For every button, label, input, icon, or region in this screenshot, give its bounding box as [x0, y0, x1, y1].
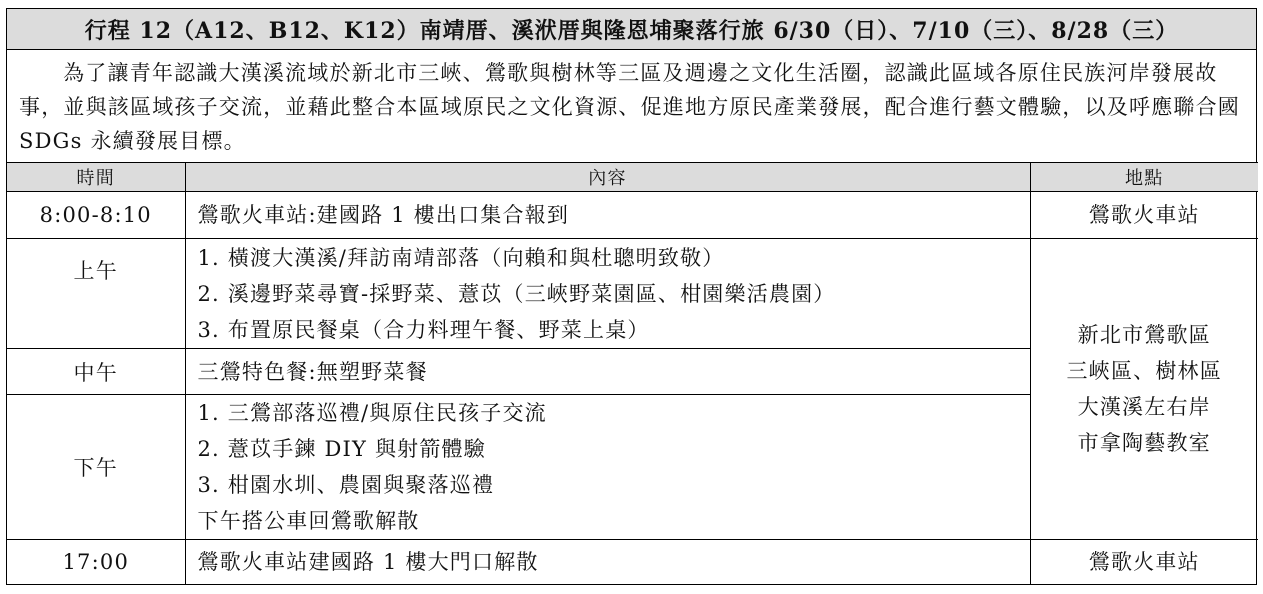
row-time: 17:00: [7, 540, 185, 584]
header-content: 內容: [185, 163, 1030, 192]
row-time: 上午: [7, 239, 185, 349]
place-line: 市拿陶藝教室: [1077, 431, 1211, 455]
content-line: 2. 薏苡手鍊 DIY 與射箭體驗: [197, 437, 486, 461]
content-line: 2. 溪邊野菜尋寶-採野菜、薏苡（三峽野菜園區、柑園樂活農園）: [197, 281, 836, 306]
content-line: 鶯歌火車站:建國路 1 樓出口集合報到: [197, 203, 570, 227]
content-line: 1. 三鶯部落巡禮/與原住民孩子交流: [197, 401, 547, 425]
row-time: 中午: [7, 349, 185, 395]
content-line: 鶯歌火車站建國路 1 樓大門口解散: [197, 549, 539, 574]
table-row: [7, 540, 1258, 584]
itinerary-document: [6, 8, 1257, 585]
place-line: 三峽區、樹林區: [1066, 359, 1222, 383]
intro-paragraph: 為了讓青年認識大漢溪流域於新北市三峽、鶯歌與樹林等三區及週邊之文化生活圈，認識此區域各原住民族河岸發展故事，並與該區域孩子交流，並藉此整合本區域原民之文化資源、促進地方原民產業發展，配合進行藝文體驗，以及呼應聯合國 SDGs 永續發展目標。: [19, 61, 1240, 153]
content-line: 3. 布置原民餐桌（合力料理午餐、野菜上桌）: [197, 317, 650, 342]
table-header-row: [7, 163, 1258, 192]
row-time: 8:00-8:10: [7, 192, 185, 239]
itinerary-title: 行程 12（A12、B12、K12）南靖厝、溪洑厝與隆恩埔聚落行旅 6/30（日）、7/10（三）、8/28（三）: [7, 9, 1256, 50]
schedule-table: [7, 162, 1258, 584]
row-content: [185, 239, 1030, 349]
header-place: 地點: [1030, 163, 1258, 192]
content-line: 三鶯特色餐:無塑野菜餐: [197, 359, 428, 384]
row-place: 鶯歌火車站: [1030, 192, 1258, 239]
place-line: 新北市鶯歌區: [1077, 323, 1211, 347]
place-line: 大漢溪左右岸: [1077, 395, 1211, 419]
content-line: 下午搭公車回鶯歌解散: [197, 509, 420, 533]
merged-place: [1030, 239, 1258, 540]
table-row: [7, 192, 1258, 239]
row-content: [185, 349, 1030, 395]
header-time: 時間: [7, 163, 185, 192]
row-content: [185, 192, 1030, 239]
table-row: [7, 239, 1258, 349]
row-time: 下午: [7, 395, 185, 540]
row-content: [185, 540, 1030, 584]
row-content: [185, 395, 1030, 540]
content-line: 3. 柑園水圳、農園與聚落巡禮: [197, 473, 495, 497]
content-line: 1. 橫渡大漢溪/拜訪南靖部落（向賴和與杜聰明致敬）: [197, 245, 725, 270]
row-place: 鶯歌火車站: [1030, 540, 1258, 584]
